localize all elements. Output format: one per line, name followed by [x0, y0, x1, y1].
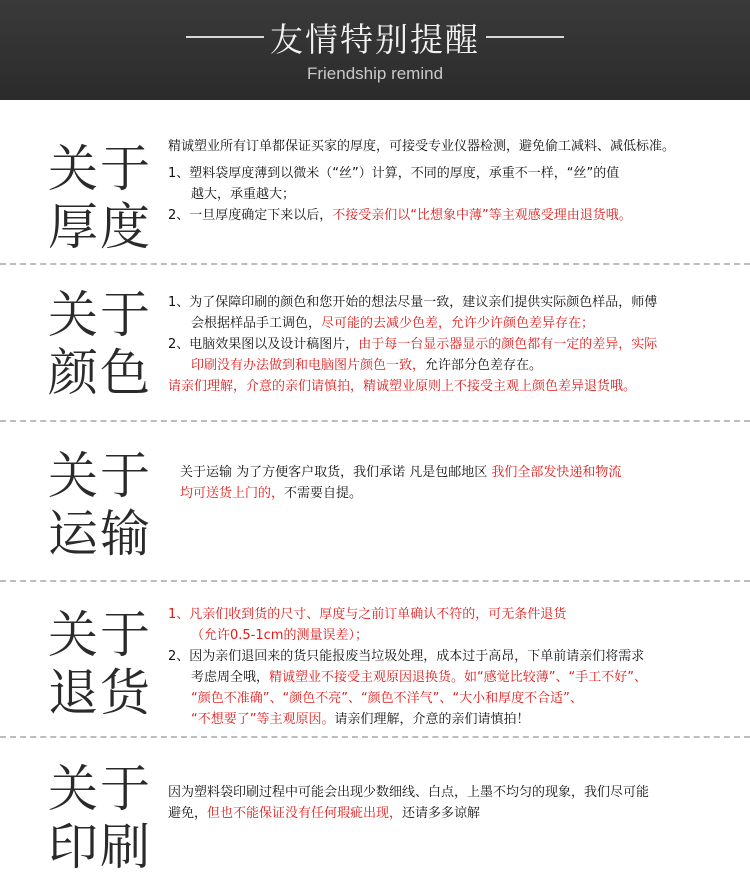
heading-line-1: 关于 [48, 760, 152, 818]
section-heading-shipping [48, 447, 152, 563]
header-banner [0, 0, 750, 100]
returns-item-2-highlight: 精诚塑业不接受主观原因退换货。如“感觉比较薄”、“手工不好”、 [269, 670, 647, 685]
heading-line-1: 关于 [48, 140, 152, 198]
returns-item-2-examples-end: “不想要了”等主观原因。 [191, 712, 335, 727]
thickness-intro: 精诚塑业所有订单都保证买家的厚度，可接受专业仪器检测，避免偷工减料、减低标准。 [168, 139, 676, 154]
printing-line-1: 因为塑料袋印刷过程中可能会出现少数细线、白点，上墨不均匀的现象，我们尽可能 [168, 785, 650, 800]
returns-item-2-tail [168, 709, 743, 730]
color-item-2-highlight-cont: 印刷没有办法做到和电脑图片颜色一致， [191, 358, 426, 373]
section-content-thickness [168, 136, 738, 226]
shipping-highlight-cont: 均可送货上门的， [180, 486, 285, 501]
section-heading-returns [48, 606, 152, 722]
thickness-item-2-highlight: 不接受亲们以“比想象中薄”等主观感受理由退货哦。 [332, 208, 632, 223]
section-heading-thickness [48, 140, 152, 256]
color-item-1-highlight: 尽可能的去减少色差，允许少许颜色差异存在； [321, 316, 595, 331]
shipping-line-1 [180, 462, 740, 483]
color-item-1: 1、为了保障印刷的颜色和您开始的想法尽量一致，建议亲们提供实际颜色样品，师傅 [168, 295, 658, 310]
shipping-highlight: 我们全部发快递和物流 [491, 465, 622, 480]
returns-item-1: 1、凡亲们收到货的尺寸、厚度与之前订单确认不符的，可无条件退货 [168, 607, 567, 622]
section-divider [0, 263, 750, 265]
section-content-color [168, 292, 743, 397]
header-right-line [486, 36, 564, 38]
color-item-2-highlight: 由于每一台显示器显示的颜色都有一定的差异，实际 [358, 337, 658, 352]
printing-text: 避免， [168, 806, 208, 821]
heading-line-1: 关于 [48, 286, 152, 344]
heading-line-2: 运输 [48, 505, 152, 563]
returns-item-2-cont [168, 667, 743, 688]
section-divider [0, 580, 750, 582]
section-heading-printing [48, 760, 152, 876]
header-title-row [0, 14, 750, 60]
returns-item-2-examples: “颜色不准确”、“颜色不亮”、“颜色不洋气”、“大小和厚度不合适”、 [191, 691, 583, 706]
section-content-shipping [180, 462, 740, 504]
heading-line-1: 关于 [48, 606, 152, 664]
heading-line-2: 厚度 [48, 198, 152, 256]
section-divider [0, 420, 750, 422]
color-item-1-cont [168, 313, 743, 334]
color-item-2-cont [168, 355, 743, 376]
thickness-item-1-cont: 越大，承重越大； [191, 187, 296, 202]
heading-line-2: 印刷 [48, 818, 152, 876]
thickness-item-2 [168, 205, 738, 226]
header-title: 友情特别提醒 [270, 19, 480, 59]
heading-line-1: 关于 [48, 447, 152, 505]
section-divider [0, 736, 750, 738]
printing-line-2 [168, 803, 743, 824]
header-left-line [186, 36, 264, 38]
returns-item-1-cont: （允许0.5-1cm的测量误差）； [191, 628, 368, 643]
thickness-item-2-text: 2、一旦厚度确定下来以后， [168, 208, 333, 223]
shipping-tail: 不需要自提。 [284, 486, 363, 501]
header-subtitle: Friendship remind [306, 64, 444, 83]
returns-item-2-notice: 请亲们理解，介意的亲们请慎拍！ [334, 712, 530, 727]
heading-line-2: 退货 [48, 664, 152, 722]
section-content-printing [168, 782, 743, 824]
returns-item-2: 2、因为亲们退回来的货只能报废当垃圾处理，成本过于高昂，下单前请亲们将需求 [168, 649, 645, 664]
color-item-2-tail: 允许部分色差存在。 [425, 358, 543, 373]
heading-line-2: 颜色 [48, 344, 152, 402]
printing-tail: 还请多多谅解 [402, 806, 481, 821]
shipping-line-2 [180, 483, 740, 504]
section-content-returns [168, 604, 743, 730]
thickness-item-1: 1、塑料袋厚度薄到以微米（“丝”）计算，不同的厚度，承重不一样，“丝”的值 [168, 166, 620, 181]
color-notice: 请亲们理解，介意的亲们请慎拍，精诚塑业原则上不接受主观上颜色差异退货哦。 [168, 379, 637, 394]
color-item-1-cont-text: 会根据样品手工调色， [191, 316, 322, 331]
shipping-text: 关于运输 为了方便客户取货，我们承诺 凡是包邮地区 [180, 465, 492, 480]
returns-item-2-text: 考虑周全哦， [191, 670, 270, 685]
color-item-2 [168, 334, 743, 355]
printing-highlight: 但也不能保证没有任何瑕疵出现， [207, 806, 403, 821]
section-heading-color [48, 286, 152, 402]
color-item-2-text: 2、电脑效果图以及设计稿图片， [168, 337, 359, 352]
